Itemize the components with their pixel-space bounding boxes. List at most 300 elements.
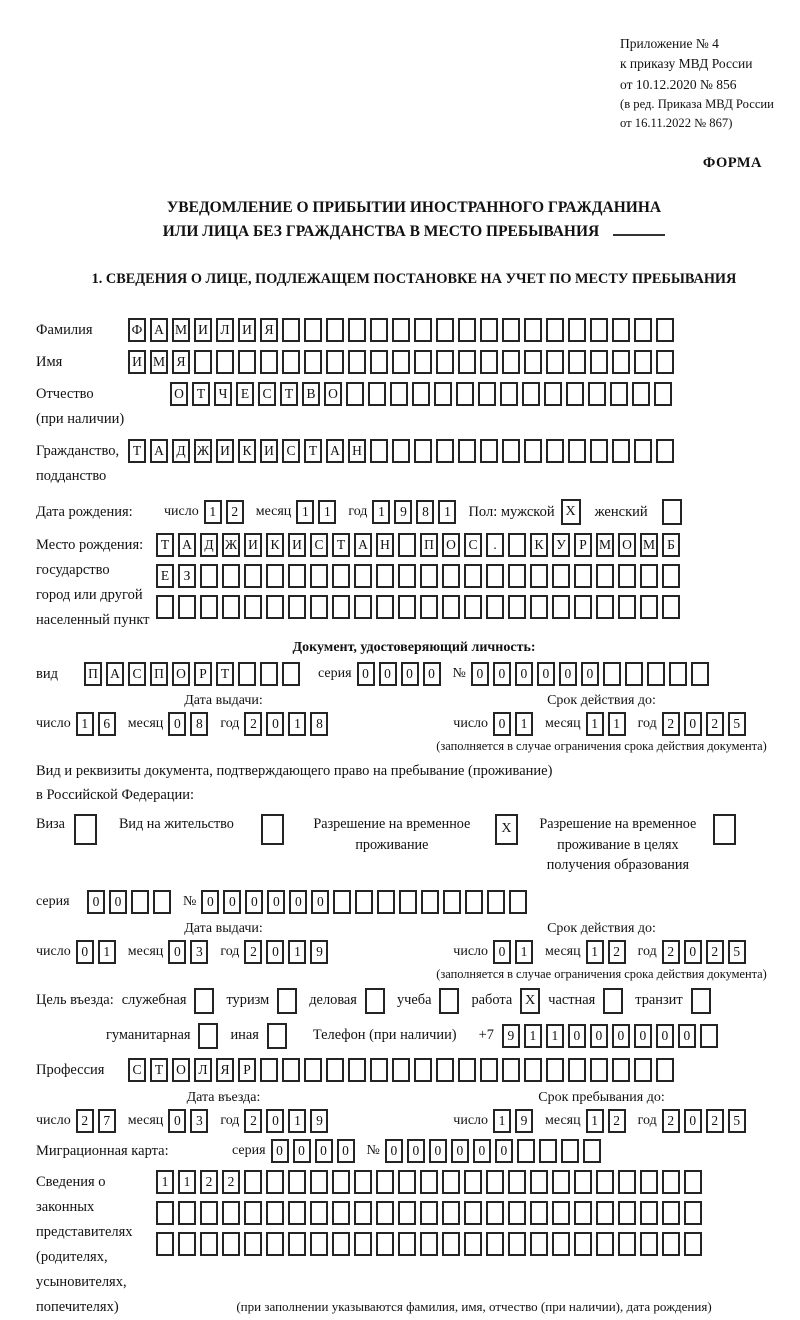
char-cell[interactable]: 2 [244, 940, 262, 964]
purpose-tourism-checkbox[interactable] [277, 988, 297, 1014]
char-cell[interactable] [398, 1232, 416, 1256]
char-cell[interactable] [266, 595, 284, 619]
char-cell[interactable]: 0 [473, 1139, 491, 1163]
char-cell[interactable]: 7 [98, 1109, 116, 1133]
char-cell[interactable] [662, 1170, 680, 1194]
char-cell[interactable]: Д [200, 533, 218, 557]
char-cell[interactable] [436, 318, 454, 342]
char-cell[interactable] [399, 890, 417, 914]
char-cell[interactable] [530, 595, 548, 619]
char-cell[interactable] [156, 595, 174, 619]
char-cell[interactable] [332, 1232, 350, 1256]
char-cell[interactable] [500, 382, 518, 406]
char-cell[interactable] [260, 350, 278, 374]
char-cell[interactable] [480, 318, 498, 342]
char-cell[interactable] [332, 595, 350, 619]
char-cell[interactable]: Т [304, 439, 322, 463]
char-cell[interactable]: Р [194, 662, 212, 686]
char-cell[interactable] [464, 595, 482, 619]
char-cell[interactable]: 0 [407, 1139, 425, 1163]
sex-male-checkbox[interactable]: X [561, 499, 581, 525]
char-cell[interactable]: О [172, 1058, 190, 1082]
char-cell[interactable] [508, 595, 526, 619]
char-cell[interactable] [310, 1201, 328, 1225]
char-cell[interactable]: 1 [296, 500, 314, 524]
char-cell[interactable] [376, 1170, 394, 1194]
char-cell[interactable]: 1 [288, 712, 306, 736]
char-cell[interactable] [326, 350, 344, 374]
char-cell[interactable]: 1 [586, 712, 604, 736]
char-cell[interactable]: 0 [293, 1139, 311, 1163]
char-cell[interactable]: 0 [684, 1109, 702, 1133]
char-cell[interactable]: 0 [87, 890, 105, 914]
char-cell[interactable]: С [310, 533, 328, 557]
char-cell[interactable] [465, 890, 483, 914]
char-cell[interactable]: 0 [423, 662, 441, 686]
char-cell[interactable] [458, 1058, 476, 1082]
char-cell[interactable] [464, 564, 482, 588]
char-cell[interactable] [414, 318, 432, 342]
char-cell[interactable]: И [244, 533, 262, 557]
char-cell[interactable]: И [260, 439, 278, 463]
char-cell[interactable]: 9 [502, 1024, 520, 1048]
char-cell[interactable]: К [530, 533, 548, 557]
char-cell[interactable]: 2 [662, 1109, 680, 1133]
char-cell[interactable] [178, 1232, 196, 1256]
char-cell[interactable] [524, 1058, 542, 1082]
char-cell[interactable] [583, 1139, 601, 1163]
char-cell[interactable]: 1 [76, 712, 94, 736]
char-cell[interactable]: Я [216, 1058, 234, 1082]
char-cell[interactable]: 0 [109, 890, 127, 914]
char-cell[interactable] [552, 595, 570, 619]
char-cell[interactable] [332, 1170, 350, 1194]
char-cell[interactable]: 2 [662, 940, 680, 964]
char-cell[interactable]: 0 [201, 890, 219, 914]
char-cell[interactable] [684, 1201, 702, 1225]
char-cell[interactable] [333, 890, 351, 914]
char-cell[interactable]: 2 [706, 940, 724, 964]
char-cell[interactable]: И [288, 533, 306, 557]
char-cell[interactable] [508, 564, 526, 588]
char-cell[interactable] [326, 318, 344, 342]
char-cell[interactable] [354, 595, 372, 619]
char-cell[interactable] [266, 564, 284, 588]
char-cell[interactable] [390, 382, 408, 406]
char-cell[interactable]: Т [192, 382, 210, 406]
char-cell[interactable]: Л [194, 1058, 212, 1082]
char-cell[interactable]: О [172, 662, 190, 686]
char-cell[interactable]: И [194, 318, 212, 342]
char-cell[interactable] [625, 662, 643, 686]
char-cell[interactable] [662, 1201, 680, 1225]
char-cell[interactable] [574, 1201, 592, 1225]
char-cell[interactable] [194, 350, 212, 374]
char-cell[interactable]: 3 [190, 1109, 208, 1133]
char-cell[interactable] [392, 318, 410, 342]
char-cell[interactable]: 0 [311, 890, 329, 914]
char-cell[interactable] [288, 1170, 306, 1194]
char-cell[interactable] [640, 1232, 658, 1256]
char-cell[interactable] [552, 564, 570, 588]
char-cell[interactable] [131, 890, 149, 914]
char-cell[interactable] [398, 1201, 416, 1225]
char-cell[interactable] [502, 350, 520, 374]
char-cell[interactable] [458, 350, 476, 374]
char-cell[interactable]: 9 [310, 1109, 328, 1133]
sex-female-checkbox[interactable] [662, 499, 682, 525]
char-cell[interactable]: Р [574, 533, 592, 557]
char-cell[interactable] [632, 382, 650, 406]
char-cell[interactable] [486, 564, 504, 588]
char-cell[interactable]: К [266, 533, 284, 557]
char-cell[interactable] [480, 439, 498, 463]
char-cell[interactable]: 0 [537, 662, 555, 686]
char-cell[interactable] [436, 350, 454, 374]
char-cell[interactable] [522, 382, 540, 406]
char-cell[interactable] [634, 439, 652, 463]
char-cell[interactable] [656, 439, 674, 463]
char-cell[interactable]: П [420, 533, 438, 557]
char-cell[interactable]: 0 [245, 890, 263, 914]
char-cell[interactable] [502, 439, 520, 463]
char-cell[interactable] [654, 382, 672, 406]
char-cell[interactable]: Ж [222, 533, 240, 557]
char-cell[interactable]: 1 [515, 940, 533, 964]
char-cell[interactable]: П [84, 662, 102, 686]
purpose-commercial-checkbox[interactable] [365, 988, 385, 1014]
char-cell[interactable]: 1 [586, 1109, 604, 1133]
char-cell[interactable] [260, 1058, 278, 1082]
char-cell[interactable] [508, 1232, 526, 1256]
char-cell[interactable] [656, 318, 674, 342]
char-cell[interactable] [376, 1232, 394, 1256]
char-cell[interactable] [546, 350, 564, 374]
char-cell[interactable]: Ф [128, 318, 146, 342]
char-cell[interactable]: 1 [515, 712, 533, 736]
char-cell[interactable] [590, 439, 608, 463]
char-cell[interactable] [310, 564, 328, 588]
char-cell[interactable] [546, 318, 564, 342]
char-cell[interactable]: 1 [608, 712, 626, 736]
char-cell[interactable] [238, 662, 256, 686]
char-cell[interactable]: 0 [515, 662, 533, 686]
purpose-work-checkbox[interactable]: X [520, 988, 540, 1014]
purpose-humanitarian-checkbox[interactable] [198, 1023, 218, 1049]
char-cell[interactable] [310, 1170, 328, 1194]
char-cell[interactable]: А [354, 533, 372, 557]
char-cell[interactable] [480, 1058, 498, 1082]
char-cell[interactable] [574, 1232, 592, 1256]
char-cell[interactable]: 0 [379, 662, 397, 686]
purpose-business-checkbox[interactable] [194, 988, 214, 1014]
char-cell[interactable] [618, 595, 636, 619]
char-cell[interactable] [304, 318, 322, 342]
char-cell[interactable]: М [640, 533, 658, 557]
char-cell[interactable]: 1 [586, 940, 604, 964]
char-cell[interactable] [596, 1232, 614, 1256]
char-cell[interactable]: 0 [168, 1109, 186, 1133]
char-cell[interactable]: Т [156, 533, 174, 557]
char-cell[interactable] [634, 350, 652, 374]
purpose-private-checkbox[interactable] [603, 988, 623, 1014]
char-cell[interactable] [244, 1170, 262, 1194]
char-cell[interactable]: 1 [524, 1024, 542, 1048]
char-cell[interactable] [266, 1232, 284, 1256]
char-cell[interactable] [420, 564, 438, 588]
char-cell[interactable] [414, 350, 432, 374]
char-cell[interactable] [684, 1170, 702, 1194]
char-cell[interactable] [640, 595, 658, 619]
char-cell[interactable] [486, 1232, 504, 1256]
char-cell[interactable]: П [150, 662, 168, 686]
char-cell[interactable] [502, 318, 520, 342]
char-cell[interactable] [421, 890, 439, 914]
char-cell[interactable]: С [128, 1058, 146, 1082]
char-cell[interactable] [669, 662, 687, 686]
char-cell[interactable] [436, 439, 454, 463]
char-cell[interactable] [348, 1058, 366, 1082]
char-cell[interactable]: 1 [156, 1170, 174, 1194]
char-cell[interactable]: Б [662, 533, 680, 557]
char-cell[interactable]: 0 [684, 940, 702, 964]
char-cell[interactable]: 0 [266, 712, 284, 736]
char-cell[interactable]: 1 [178, 1170, 196, 1194]
char-cell[interactable] [376, 564, 394, 588]
char-cell[interactable] [502, 1058, 520, 1082]
char-cell[interactable]: 0 [289, 890, 307, 914]
char-cell[interactable] [370, 318, 388, 342]
char-cell[interactable] [332, 564, 350, 588]
char-cell[interactable]: И [238, 318, 256, 342]
char-cell[interactable]: М [150, 350, 168, 374]
char-cell[interactable] [244, 595, 262, 619]
char-cell[interactable] [266, 1201, 284, 1225]
char-cell[interactable]: 0 [634, 1024, 652, 1048]
char-cell[interactable]: Д [172, 439, 190, 463]
option-visa-checkbox[interactable] [74, 814, 97, 845]
char-cell[interactable] [480, 350, 498, 374]
char-cell[interactable] [348, 350, 366, 374]
char-cell[interactable]: 0 [76, 940, 94, 964]
char-cell[interactable] [566, 382, 584, 406]
char-cell[interactable]: Н [348, 439, 366, 463]
char-cell[interactable]: 9 [394, 500, 412, 524]
char-cell[interactable] [530, 1170, 548, 1194]
char-cell[interactable]: 0 [678, 1024, 696, 1048]
char-cell[interactable] [392, 350, 410, 374]
char-cell[interactable]: А [150, 439, 168, 463]
char-cell[interactable]: 2 [706, 712, 724, 736]
char-cell[interactable] [618, 1201, 636, 1225]
char-cell[interactable]: 9 [310, 940, 328, 964]
purpose-other-checkbox[interactable] [267, 1023, 287, 1049]
char-cell[interactable] [612, 318, 630, 342]
char-cell[interactable]: 2 [222, 1170, 240, 1194]
char-cell[interactable] [346, 382, 364, 406]
char-cell[interactable] [508, 533, 526, 557]
char-cell[interactable]: 0 [337, 1139, 355, 1163]
char-cell[interactable]: З [178, 564, 196, 588]
char-cell[interactable] [574, 595, 592, 619]
char-cell[interactable]: 2 [706, 1109, 724, 1133]
char-cell[interactable] [398, 595, 416, 619]
char-cell[interactable] [464, 1232, 482, 1256]
char-cell[interactable] [377, 890, 395, 914]
char-cell[interactable] [370, 350, 388, 374]
char-cell[interactable]: 2 [608, 1109, 626, 1133]
char-cell[interactable] [370, 1058, 388, 1082]
char-cell[interactable] [244, 564, 262, 588]
char-cell[interactable] [355, 890, 373, 914]
char-cell[interactable] [304, 1058, 322, 1082]
char-cell[interactable] [354, 1170, 372, 1194]
char-cell[interactable]: 5 [728, 940, 746, 964]
char-cell[interactable] [178, 1201, 196, 1225]
char-cell[interactable] [640, 1170, 658, 1194]
char-cell[interactable] [458, 318, 476, 342]
char-cell[interactable] [282, 350, 300, 374]
char-cell[interactable]: 8 [416, 500, 434, 524]
char-cell[interactable] [656, 1058, 674, 1082]
char-cell[interactable]: Я [260, 318, 278, 342]
char-cell[interactable] [634, 1058, 652, 1082]
char-cell[interactable] [443, 890, 461, 914]
char-cell[interactable]: 0 [271, 1139, 289, 1163]
char-cell[interactable]: Т [280, 382, 298, 406]
char-cell[interactable]: 1 [318, 500, 336, 524]
char-cell[interactable]: 9 [515, 1109, 533, 1133]
char-cell[interactable]: 1 [438, 500, 456, 524]
char-cell[interactable] [442, 564, 460, 588]
char-cell[interactable] [442, 1170, 460, 1194]
char-cell[interactable] [178, 595, 196, 619]
char-cell[interactable] [662, 595, 680, 619]
char-cell[interactable] [288, 1201, 306, 1225]
char-cell[interactable] [544, 382, 562, 406]
char-cell[interactable] [398, 564, 416, 588]
char-cell[interactable]: 2 [226, 500, 244, 524]
char-cell[interactable]: 1 [493, 1109, 511, 1133]
char-cell[interactable]: М [172, 318, 190, 342]
char-cell[interactable] [568, 1058, 586, 1082]
char-cell[interactable]: 6 [98, 712, 116, 736]
char-cell[interactable]: 2 [608, 940, 626, 964]
char-cell[interactable] [561, 1139, 579, 1163]
char-cell[interactable] [420, 1232, 438, 1256]
char-cell[interactable] [464, 1201, 482, 1225]
char-cell[interactable] [588, 382, 606, 406]
char-cell[interactable] [487, 890, 505, 914]
char-cell[interactable] [420, 1201, 438, 1225]
char-cell[interactable] [288, 564, 306, 588]
char-cell[interactable]: А [150, 318, 168, 342]
char-cell[interactable]: 8 [310, 712, 328, 736]
purpose-transit-checkbox[interactable] [691, 988, 711, 1014]
char-cell[interactable]: Ж [194, 439, 212, 463]
char-cell[interactable]: А [326, 439, 344, 463]
char-cell[interactable] [244, 1232, 262, 1256]
char-cell[interactable] [442, 595, 460, 619]
char-cell[interactable] [508, 1201, 526, 1225]
char-cell[interactable]: 2 [244, 1109, 262, 1133]
char-cell[interactable]: 2 [662, 712, 680, 736]
char-cell[interactable] [436, 1058, 454, 1082]
char-cell[interactable] [288, 595, 306, 619]
char-cell[interactable]: 1 [372, 500, 390, 524]
char-cell[interactable] [478, 382, 496, 406]
char-cell[interactable] [222, 1201, 240, 1225]
char-cell[interactable] [590, 1058, 608, 1082]
char-cell[interactable] [524, 318, 542, 342]
char-cell[interactable] [456, 382, 474, 406]
char-cell[interactable] [354, 1201, 372, 1225]
char-cell[interactable]: 0 [385, 1139, 403, 1163]
char-cell[interactable] [684, 1232, 702, 1256]
char-cell[interactable]: И [128, 350, 146, 374]
char-cell[interactable] [486, 1201, 504, 1225]
char-cell[interactable] [524, 350, 542, 374]
char-cell[interactable] [282, 1058, 300, 1082]
char-cell[interactable]: 0 [315, 1139, 333, 1163]
char-cell[interactable] [662, 1232, 680, 1256]
char-cell[interactable]: 0 [559, 662, 577, 686]
char-cell[interactable] [392, 439, 410, 463]
char-cell[interactable] [530, 1232, 548, 1256]
char-cell[interactable] [260, 662, 278, 686]
char-cell[interactable]: 0 [267, 890, 285, 914]
option-residence-permit-checkbox[interactable] [261, 814, 284, 845]
char-cell[interactable] [200, 1201, 218, 1225]
char-cell[interactable] [530, 1201, 548, 1225]
char-cell[interactable] [244, 1201, 262, 1225]
char-cell[interactable] [596, 1170, 614, 1194]
char-cell[interactable] [656, 350, 674, 374]
char-cell[interactable]: 0 [168, 940, 186, 964]
char-cell[interactable] [370, 439, 388, 463]
char-cell[interactable] [524, 439, 542, 463]
char-cell[interactable] [640, 564, 658, 588]
char-cell[interactable] [282, 318, 300, 342]
char-cell[interactable]: 0 [493, 940, 511, 964]
char-cell[interactable] [618, 564, 636, 588]
char-cell[interactable] [442, 1232, 460, 1256]
char-cell[interactable] [156, 1201, 174, 1225]
char-cell[interactable] [368, 382, 386, 406]
char-cell[interactable] [392, 1058, 410, 1082]
char-cell[interactable] [508, 1170, 526, 1194]
char-cell[interactable] [700, 1024, 718, 1048]
char-cell[interactable] [610, 382, 628, 406]
char-cell[interactable] [200, 564, 218, 588]
char-cell[interactable]: 0 [471, 662, 489, 686]
char-cell[interactable] [612, 439, 630, 463]
char-cell[interactable]: 0 [495, 1139, 513, 1163]
char-cell[interactable]: У [552, 533, 570, 557]
char-cell[interactable]: Т [332, 533, 350, 557]
char-cell[interactable] [546, 439, 564, 463]
char-cell[interactable]: 8 [190, 712, 208, 736]
char-cell[interactable]: 1 [288, 940, 306, 964]
char-cell[interactable]: 5 [728, 1109, 746, 1133]
char-cell[interactable] [603, 662, 621, 686]
char-cell[interactable] [662, 564, 680, 588]
char-cell[interactable]: Р [238, 1058, 256, 1082]
char-cell[interactable]: О [170, 382, 188, 406]
char-cell[interactable]: 0 [429, 1139, 447, 1163]
char-cell[interactable] [574, 1170, 592, 1194]
purpose-study-checkbox[interactable] [439, 988, 459, 1014]
